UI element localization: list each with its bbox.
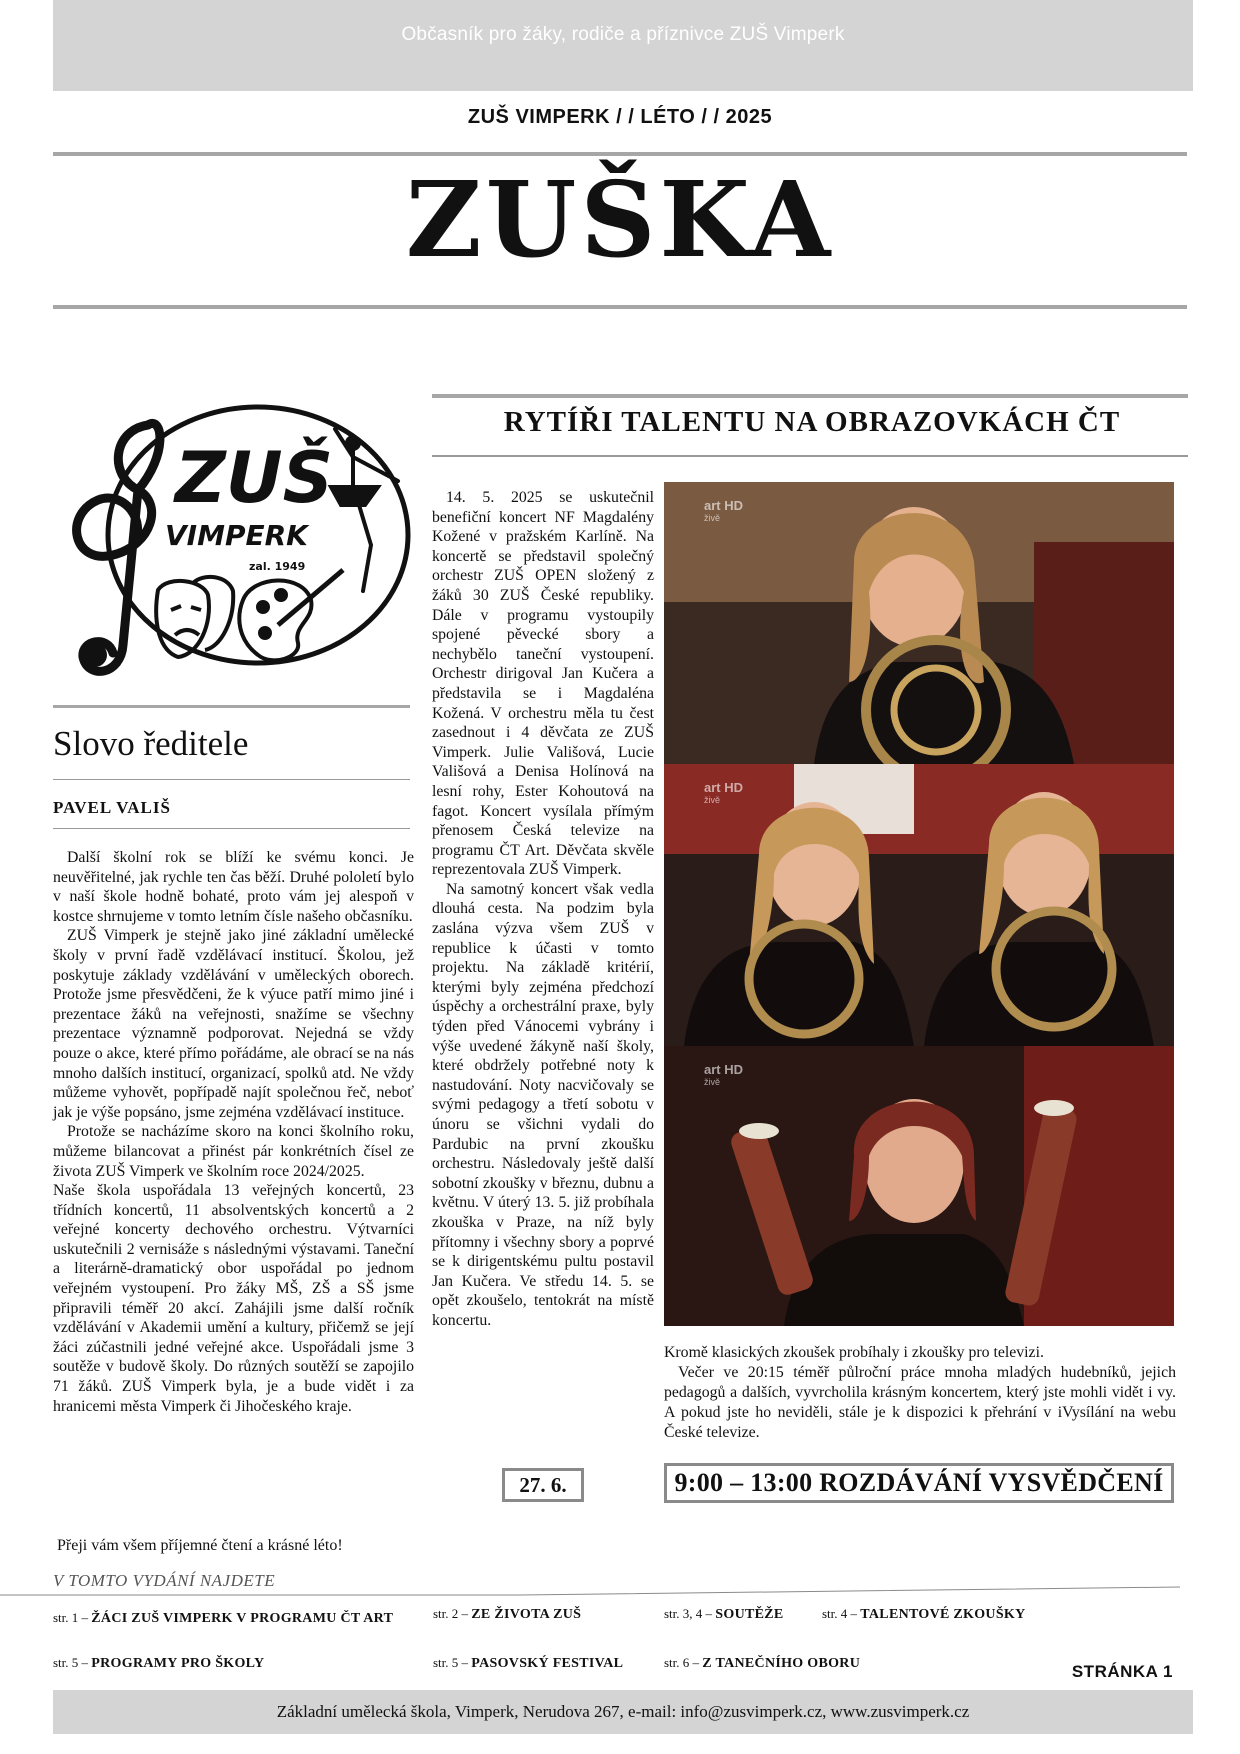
index-title: V TOMTO VYDÁNÍ NAJDETE bbox=[53, 1571, 276, 1590]
director-rule-mid bbox=[53, 779, 410, 780]
header-rule-top bbox=[53, 152, 1187, 156]
event-date-box: 27. 6. bbox=[502, 1468, 584, 1502]
index-item[interactable]: str. 2 – ZE ŽIVOTA ZUŠ bbox=[433, 1606, 582, 1622]
director-paragraph: Protože se nacházíme skoro na konci školního roku, můžeme bilancovat a přinést pár konkrétních čísel ze života ZUŠ Vimperk ve školním roce 2024/2025. bbox=[53, 1123, 414, 1180]
director-rule-top bbox=[53, 705, 410, 708]
caption-paragraph: Večer ve 20:15 téměř půlroční práce mnoha mladých hudebníků, jejich pedagogů a dalších, vyvrcholila krásným koncertem, který jste mohli vidět i vy. A pokud jste ho neviděli, stále je k dispozici k přehrání v iVysílání na webu České televize. bbox=[664, 1364, 1176, 1441]
photo-caption bbox=[664, 1343, 1176, 1443]
article-title: RYTÍŘI TALENTU NA OBRAZOVKÁCH ČT bbox=[503, 406, 1121, 438]
director-paragraph: Další školní rok se blíží ke svému konci. Je neuvěřitelné, jak rychle ten čas běží. Druhé pololetí bylo v naší škole hodně bohaté, proto vám jej alespoň v kostce shrnujeme v tomto letním čísle našeho občasníku. bbox=[53, 849, 414, 925]
header-rule-bottom bbox=[53, 305, 1187, 309]
footer-contact: Základní umělecká škola, Vimperk, Nerudova 267, e-mail: info@zusvimperk.cz, www.zusvimperk.cz bbox=[53, 1690, 1193, 1734]
index-item[interactable]: str. 6 – Z TANEČNÍHO OBORU bbox=[664, 1655, 861, 1671]
director-heading: Slovo ředitele bbox=[53, 724, 249, 763]
event-text-box: 9:00 – 13:00 ROZDÁVÁNÍ VYSVĚDČENÍ bbox=[664, 1463, 1174, 1503]
index-item[interactable]: str. 1 – ŽÁCI ZUŠ VIMPERK V PROGRAMU ČT ART bbox=[53, 1610, 394, 1626]
director-closing: Přeji vám všem příjemné čtení a krásné léto! bbox=[57, 1537, 343, 1554]
index-item[interactable]: str. 5 – PASOVSKÝ FESTIVAL bbox=[433, 1655, 624, 1671]
director-author: PAVEL VALIŠ bbox=[53, 798, 171, 817]
director-rule-bottom bbox=[53, 828, 410, 829]
theatre-masks-icon bbox=[156, 577, 233, 657]
photo-bassoon-player bbox=[664, 1046, 1174, 1326]
index-item[interactable]: str. 5 – PROGRAMY PRO ŠKOLY bbox=[53, 1655, 265, 1671]
caption-line: Kromě klasických zkoušek probíhaly i zkoušky pro televizi. bbox=[664, 1344, 1044, 1361]
index-item[interactable]: str. 4 – TALENTOVÉ ZKOUŠKY bbox=[822, 1606, 1026, 1622]
school-logo bbox=[53, 395, 413, 700]
article-rule-bottom bbox=[432, 455, 1188, 457]
index-item[interactable]: str. 3, 4 – SOUTĚŽE bbox=[664, 1606, 784, 1622]
photo-stack bbox=[664, 482, 1174, 1326]
logo-text-vimperk: VIMPERK bbox=[165, 519, 308, 552]
article-paragraph: Na samotný koncert však vedla dlouhá cesta. Na podzim byla zaslána výzva všem ZUŠ v republice k účasti v tomto projektu. Na základě kritérií, kterými byly zejména předchozí úspěchy a orchestrální praxe, byly týden před Vánocemi vybrány i výše uvedené žákyně naší školy, které obdržely potřebné noty k nastudování. Noty nacvičovaly se svými pedagogy a třetí sobotu v únoru se všichni vydali do Pardubic na první zkoušku orchestru. Následovaly ještě další sobotní zkoušky v březnu, dubnu a květnu. V úterý 13. 5. již probíhala zkouška v Praze, na níž byly přítomny i všechny sbory a poprvé se k dirigentskému pultu postavil Jan Kučera. Ve středu 14. 5. se opět zkoušelo, tentokrát na místě koncertu. bbox=[432, 880, 654, 1329]
logo-text-founded: zal. 1949 bbox=[249, 560, 306, 573]
ballerina-icon bbox=[331, 429, 398, 591]
index-divider bbox=[0, 1585, 1240, 1605]
ct-art-logo: art HD živě bbox=[704, 498, 744, 523]
article-text bbox=[432, 488, 654, 1331]
director-paragraph: ZUŠ Vimperk je stejně jako jiné základní umělecké školy v první řadě vzdělávací institucí. Školou, jež poskytuje základy vzdělávání v uměleckých oborech. Protože jsme přesvědčeni, že k výuce patří mimo jiné i prezentace žáků na veřejnosti, snažíme se všechny prezentace významně podporovat. Nejedná se vždy pouze o akce, které přímo pořádáme, ale obrací se na nás mnoho dalších institucí, organizací, spolků atd. Ne vždy můžeme vyhovět, popřípadě najít společnou řeč, neboť jak je výše popsáno, jsme zejména vzdělávací instituce. bbox=[53, 927, 414, 1121]
ct-art-logo: art HD živě bbox=[704, 780, 744, 805]
director-text bbox=[53, 848, 414, 1416]
photo-horn-player-1 bbox=[664, 482, 1174, 764]
photo-horn-players-2 bbox=[664, 764, 1174, 1046]
header-band bbox=[53, 0, 1193, 91]
article-rule-top bbox=[432, 394, 1188, 398]
article-paragraph: 14. 5. 2025 se uskutečnil benefiční koncert NF Magdalény Kožené v pražském Karlíně. Na koncertě se představil společný orchestr ZUŠ OPEN složený z žáků 30 ZUŠ České republiky. Dále v programu vystoupily spojené pěvecké sbory a nechybělo taneční vystoupení. Orchestr dirigoval Jan Kučera a představila se i Magdaléna Kožená. V orchestru měla tu čest zasednout i 4 děvčata ze ZUŠ Vimperk. Julie Vališová, Lucie Vališová a Denisa Holínová na lesní rohy, Ester Kohoutová na fagot. Koncert vysílala přímým přenosem Česká televize na programu ČT Art. Děvčata skvěle reprezentovala ZUŠ Vimperk. bbox=[432, 489, 654, 879]
masthead-title: ZUŠKA bbox=[405, 158, 835, 281]
page-number: STRÁNKA 1 bbox=[1071, 1662, 1173, 1681]
logo-text-zus: ZUŠ bbox=[175, 437, 334, 519]
ct-art-logo: art HD živě bbox=[704, 1062, 744, 1087]
issue-line: ZUŠ VIMPERK / / LÉTO / / 2025 bbox=[467, 106, 773, 128]
director-paragraph: Naše škola uspořádala 13 veřejných koncertů, 23 třídních koncertů, 11 absolventských koncertů a 2 veřejné koncerty dechového orchestru. Výtvarníci uskutečnili 2 vernisáže s následnými výstavami. Taneční a literárně-dramatický obor uspořádal po jednom veřejném vystoupení. Pro žáky MŠ, ZŠ a SŠ jsme připravili téměř 20 akcí. Zahájili jsme další ročník vzdělávání v Akademii umění a kultury, přičemž se její žáci zúčastnili jedné veřejné akce. Uspořádali jsme 3 soutěže v budově školy. Do různých soutěží se zapojilo 71 žáků. ZUŠ Vimperk byla, je a bude vidět i za hranicemi města Vimperk či Jihočeského kraje. bbox=[53, 1182, 414, 1415]
newsletter-tagline: Občasník pro žáky, rodiče a příznivce ZUŠ Vimperk bbox=[401, 24, 845, 45]
